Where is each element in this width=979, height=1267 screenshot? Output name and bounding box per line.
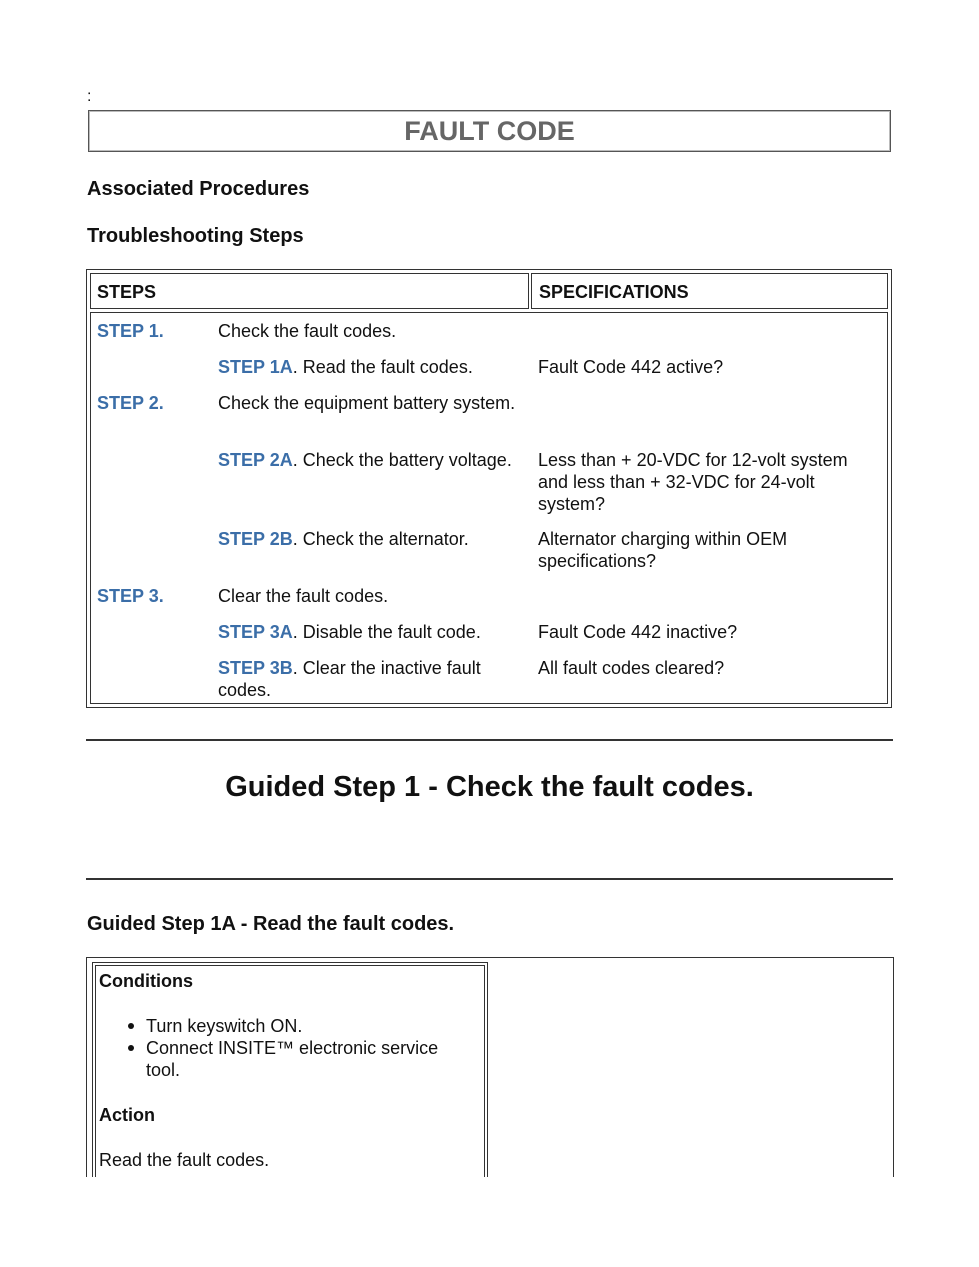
step-3-text: Clear the fault codes. bbox=[218, 586, 389, 606]
step-2a-text: . Check the battery voltage. bbox=[292, 450, 512, 470]
step-3-link[interactable]: STEP 3. bbox=[97, 586, 164, 606]
step-3a-spec: Fault Code 442 inactive? bbox=[538, 622, 738, 642]
specifications-column-header: SPECIFICATIONS bbox=[539, 282, 689, 302]
action-label: Action bbox=[99, 1105, 155, 1125]
step-2-text: Check the equipment battery system. bbox=[218, 393, 516, 413]
step-3b-row bbox=[218, 657, 518, 701]
step-1a-link[interactable]: STEP 1A bbox=[218, 357, 293, 377]
step-3a-link[interactable]: STEP 3A bbox=[218, 622, 293, 642]
steps-column-header: STEPS bbox=[97, 282, 157, 302]
condition-item: Turn keyswitch ON. bbox=[146, 1016, 303, 1036]
bullet-icon bbox=[128, 1023, 134, 1029]
step-2b-link[interactable]: STEP 2B bbox=[218, 529, 293, 549]
step-3b-spec: All fault codes cleared? bbox=[538, 658, 725, 678]
step-2-link[interactable]: STEP 2. bbox=[97, 393, 164, 413]
divider-rule bbox=[86, 878, 893, 880]
step-3b-link[interactable]: STEP 3B bbox=[218, 658, 293, 678]
fault-code-title-box bbox=[88, 110, 891, 152]
step-1a-text: . Read the fault codes. bbox=[292, 357, 473, 377]
step-1-text: Check the fault codes. bbox=[218, 321, 397, 341]
step-3a-row bbox=[218, 621, 518, 643]
bullet-icon bbox=[128, 1045, 134, 1051]
step-1a-spec: Fault Code 442 active? bbox=[538, 357, 724, 377]
guided-step-1a-heading: Guided Step 1A - Read the fault codes. bbox=[87, 913, 455, 935]
step-2a-spec: Less than + 20-VDC for 12-volt system and less than + 32-VDC for 24-volt system? bbox=[538, 450, 848, 514]
page-title: FAULT CODE bbox=[404, 115, 575, 146]
guided-step-1-heading: Guided Step 1 - Check the fault codes. bbox=[225, 771, 754, 803]
colon-mark: : bbox=[87, 88, 92, 105]
condition-item: Connect INSITE™ electronic service tool. bbox=[146, 1038, 439, 1080]
step-2b-row bbox=[218, 528, 518, 550]
page-bottom-blank bbox=[0, 1177, 979, 1267]
step-3a-text: . Disable the fault code. bbox=[292, 622, 481, 642]
action-text: Read the fault codes. bbox=[99, 1150, 270, 1170]
troubleshooting-steps-heading: Troubleshooting Steps bbox=[87, 225, 304, 247]
step-1-link[interactable]: STEP 1. bbox=[97, 321, 164, 341]
associated-procedures-heading: Associated Procedures bbox=[87, 178, 310, 200]
conditions-label: Conditions bbox=[99, 971, 193, 991]
divider-rule bbox=[86, 739, 893, 741]
step-2a-link[interactable]: STEP 2A bbox=[218, 450, 293, 470]
step-2a-row bbox=[218, 449, 518, 471]
step-2b-spec: Alternator charging within OEM specifications? bbox=[538, 529, 788, 571]
step-3b-text: . Clear the inactive fault codes. bbox=[218, 658, 481, 700]
step-1a-row bbox=[218, 356, 518, 378]
step-2b-text: . Check the alternator. bbox=[292, 529, 469, 549]
